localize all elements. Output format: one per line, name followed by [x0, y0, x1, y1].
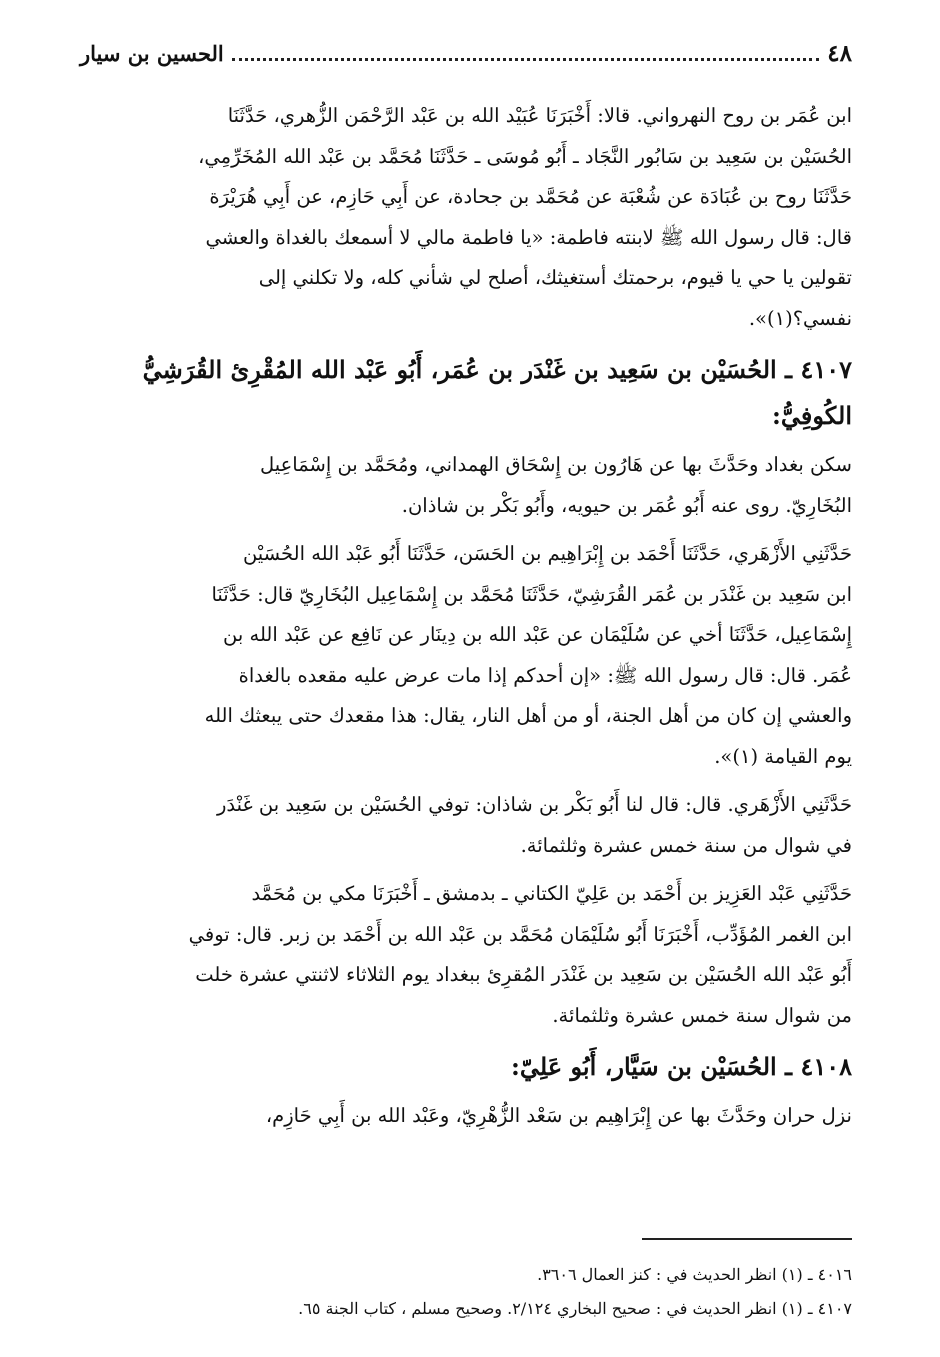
footnote-rule [642, 1238, 852, 1240]
heading-line: ٤١٠٧ ـ الحُسَيْن بن سَعِيد بن غَنْدَر بن عُمَر، أَبُو عَبْد الله المُقْرِئ القُرَشِيُّ [142, 355, 852, 384]
heading-line: الكُوفِيُّ: [772, 401, 852, 430]
text-line: ابن عُمَر بن روح النهرواني. قالا: أَخْبَرَنَا عُبَيْد الله بن عَبْد الرَّحْمَن الزُّهري، حَدَّثَنَا [227, 104, 852, 127]
text-line: إِسْمَاعِيل، حَدَّثَنَا أخي عن سُلَيْمَان عن عَبْد الله بن دِينَار عن نَافِع عن عَبْد الله بن [223, 623, 852, 646]
footnote: ٤١٠٧ ـ (١) انظر الحديث في : صحيح البخاري ٢/١٢٤. وصحيح مسلم ، كتاب الجنة ٦٥. [298, 1299, 852, 1318]
text-line: في شوال من سنة خمس عشرة وثلثمائة. [520, 833, 852, 857]
entry-4107-heading [80, 347, 852, 439]
page-number: ٤٨ [827, 40, 852, 67]
footnote: ٤٠١٦ ـ (١) انظر الحديث في : كنز العمال ٣٦٠٦. [537, 1265, 852, 1284]
text-line: يوم القيامة (١)». [714, 744, 852, 768]
running-title: الحسين بن سيار [80, 41, 224, 66]
header-dot-leader [232, 58, 820, 61]
text-line: من شوال سنة خمس عشرة وثلثمائة. [552, 1003, 852, 1027]
entry-4107-paragraph-2 [80, 534, 852, 777]
entry-4107-paragraph-4 [80, 874, 852, 1036]
entry-4108-paragraph [80, 1096, 852, 1137]
intro-paragraph [80, 96, 852, 339]
text-line: نزل حران وحَدَّثَ بها عن إِبْرَاهِيم بن سَعْد الزُّهْرِيّ، وعَبْد الله بن أَبِي حَازِم، [265, 1104, 852, 1127]
text-line: عُمَر. قال: قال رسول الله ﷺ: «إن أحدكم إذا مات عرض عليه مقعده بالغداة [238, 663, 852, 687]
text-line: تقولين يا حي يا قيوم، برحمتك أستغيثك، أصلح لي شأني كله، ولا تكلني إلى [258, 266, 852, 289]
page-header [80, 40, 852, 88]
heading-line: ٤١٠٨ ـ الحُسَيْن بن سَيَّار، أَبُو عَلِيّ: [511, 1052, 852, 1081]
entry-4107-paragraph-1 [80, 445, 852, 526]
text-line: ابن سَعِيد بن غَنْدَر بن عُمَر القُرَشِيّ، حَدَّثَنَا مُحَمَّد بن إِسْمَاعِيل البُخَارِيّ قال: حَدَّثَنَا [211, 582, 852, 606]
entry-4107-paragraph-3 [80, 785, 852, 866]
footnotes [80, 1238, 852, 1326]
text-line: حَدَّثَنِي الأَزْهَري. قال: قال لنا أَبُو بَكْر بن شاذان: توفي الحُسَيْن بن سَعِيد بن غَنْدَر [217, 793, 852, 816]
text-line: سكن بغداد وحَدَّثَ بها عن هَارُون بن إِسْحَاق الهمداني، ومُحَمَّد بن إِسْمَاعِيل [259, 453, 852, 476]
text-line: نفسي؟(١)». [748, 306, 852, 330]
text-line: حَدَّثَنِي الأَزْهَري، حَدَّثَنَا أَحْمَد بن إِبْرَاهِيم بن الحَسَن، حَدَّثَنَا أَبُو عَبْد الله الحُسَيْن [242, 542, 852, 565]
text-line: والعشي إن كان من أهل الجنة، أو من أهل النار، يقال: هذا مقعدك حتى يبعثك الله [204, 704, 852, 727]
text-line: أَبُو عَبْد الله الحُسَيْن بن سَعِيد بن غَنْدَر المُقرِئ ببغداد يوم الثلاثاء لاثنتي عشرة خلت [195, 963, 852, 986]
text-line: البُخَارِيّ. روى عنه أَبُو عُمَر بن حيويه، وأَبُو بَكْر بن شاذان. [401, 493, 852, 517]
text-line: حَدَّثَنِي عَبْد العَزِيز بن أَحْمَد بن عَلِيّ الكتاني ـ بدمشق ـ أَخْبَرَنَا مكي بن مُحَمَّد [251, 882, 852, 905]
text-line: ابن الغمر المُؤَدِّب، أَخْبَرَنَا أَبُو سُلَيْمَان مُحَمَّد بن عَبْد الله بن أَحْمَد بن زبر. قال: توفي [188, 922, 852, 946]
text-line: حَدَّثَنَا روح بن عُبَادَة عن شُعْبَة عن مُحَمَّد بن جحادة، عن أَبِي حَازِم، عن أَبِي هُرَيْرَة [209, 185, 852, 208]
text-line: قال: قال رسول الله ﷺ لابنته فاطمة: «يا فاطمة مالي لا أسمعك بالغداة والعشي [205, 225, 852, 249]
text-line: الحُسَيْن بن سَعِيد بن سَابُور النَّجَاد ـ أَبُو مُوسَى ـ حَدَّثَنَا مُحَمَّد بن عَبْد الله المُخَرِّمِي، [198, 144, 852, 168]
entry-4108-heading [80, 1044, 852, 1090]
